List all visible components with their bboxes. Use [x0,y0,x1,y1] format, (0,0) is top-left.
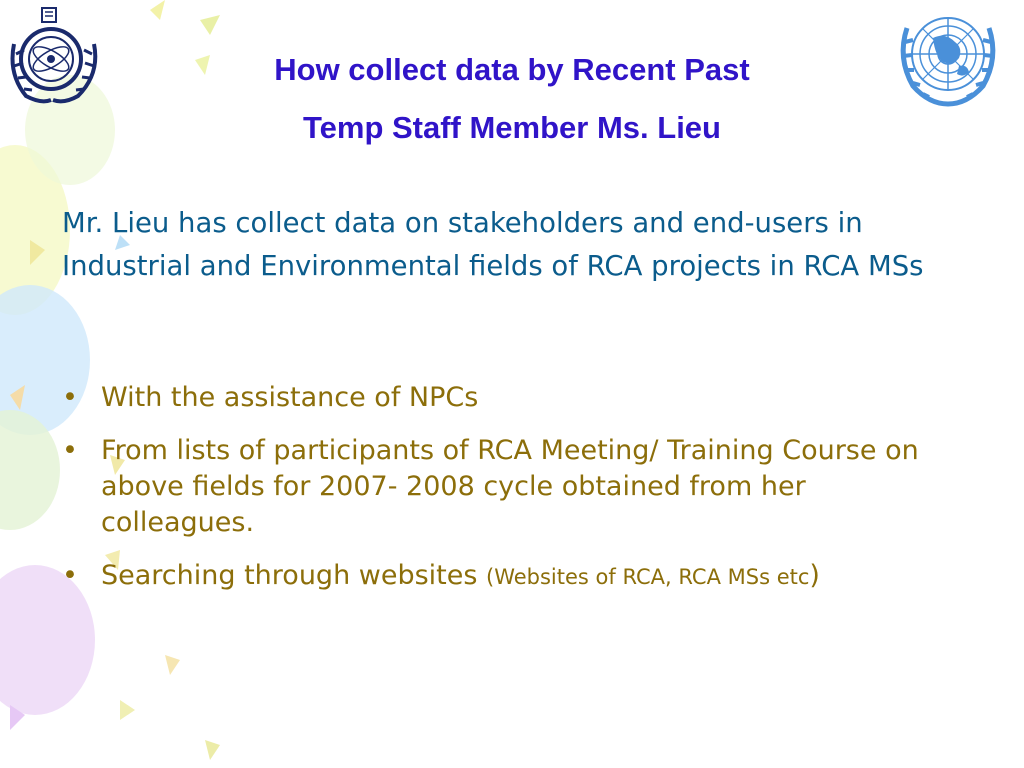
bullet-note-close: ) [809,560,820,591]
bullet-item [62,558,962,595]
bullet-text: From lists of participants of RCA Meeting/ Training Course on above fields for 2007- 2008 cycle obtained from her colleagues. [101,435,919,538]
bullet-list [62,380,962,612]
slide-title-line1: How collect data by Recent Past [274,52,750,87]
bullet-note: (Websites of RCA, RCA MSs etc [486,565,810,589]
bullet-point: • [62,382,78,413]
un-emblem-icon [893,8,1003,108]
slide-title-line2: Temp Staff Member Ms. Lieu [303,110,721,145]
bullet-text: Searching through websites [101,560,487,591]
bullet-item [62,380,962,416]
emblem-logo-icon [6,4,106,106]
intro-paragraph: Mr. Lieu has collect data on stakeholders and end-users in Industrial and Environmental fields of RCA projects in RCA MSs [62,207,924,282]
bullet-point: • [62,435,78,466]
bullet-item [62,433,962,541]
bullet-point: • [62,560,78,591]
bullet-text: With the assistance of NPCs [101,382,479,413]
